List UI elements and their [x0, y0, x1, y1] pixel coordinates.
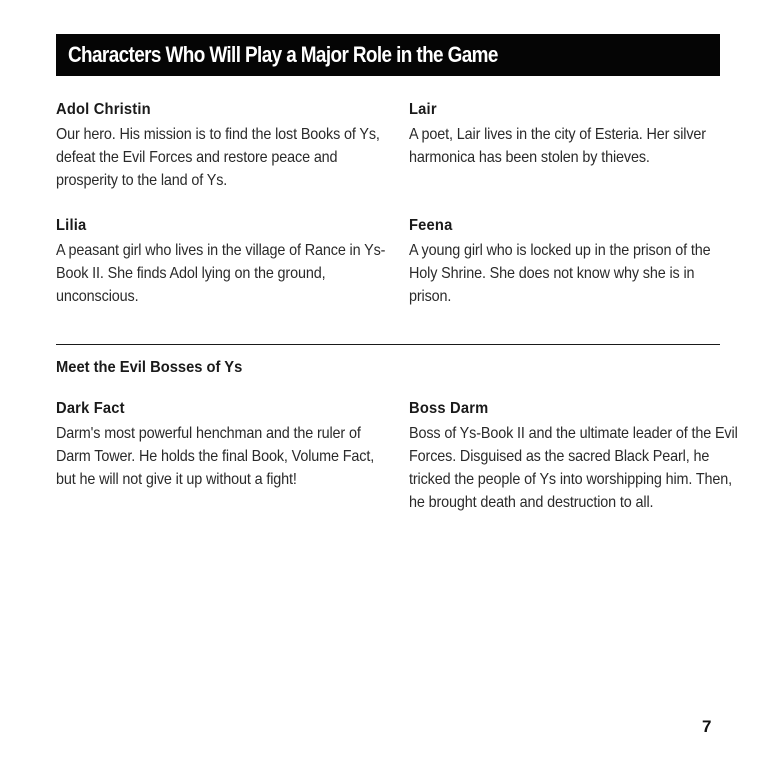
boss-description: Darm's most powerful henchman and the ruler of Darm Tower. He holds the final Book, Volume Fact, but he will not give it up without a fight!: [56, 425, 375, 488]
bosses-section-heading: Meet the Evil Bosses of Ys: [56, 359, 243, 376]
page-title: Characters Who Will Play a Major Role in the Game: [68, 42, 498, 67]
boss-entry-boss-darm: [409, 399, 739, 514]
boss-name: Boss Darm: [409, 400, 489, 417]
character-entry-lilia: [56, 216, 386, 308]
character-name: Lair: [409, 101, 437, 118]
character-entry-adol: [56, 100, 386, 192]
character-entry-feena: [409, 216, 739, 308]
character-description: A peasant girl who lives in the village of Rance in Ys- Book II. She finds Adol lying on the ground, unconscious.: [56, 242, 386, 305]
boss-description: Boss of Ys-Book II and the ultimate leader of the Evil Forces. Disguised as the sacred Black Pearl, he tricked the people of Ys into worshipping him. Then, he brought death and destruction to all.: [409, 425, 738, 511]
character-name: Adol Christin: [56, 101, 151, 118]
character-description: A young girl who is locked up in the prison of the Holy Shrine. She does not know why she is in prison.: [409, 242, 711, 305]
boss-entry-dark-fact: [56, 399, 386, 491]
character-description: A poet, Lair lives in the city of Esteria. Her silver harmonica has been stolen by thieves.: [409, 126, 706, 166]
page-number: 7: [702, 717, 712, 736]
character-description: Our hero. His mission is to find the lost Books of Ys, defeat the Evil Forces and restore peace and prosperity to the land of Ys.: [56, 126, 380, 189]
character-entry-lair: [409, 100, 739, 169]
boss-name: Dark Fact: [56, 400, 125, 417]
title-banner: [56, 34, 720, 76]
character-name: Lilia: [56, 217, 87, 234]
section-divider: [56, 344, 720, 345]
character-name: Feena: [409, 217, 453, 234]
